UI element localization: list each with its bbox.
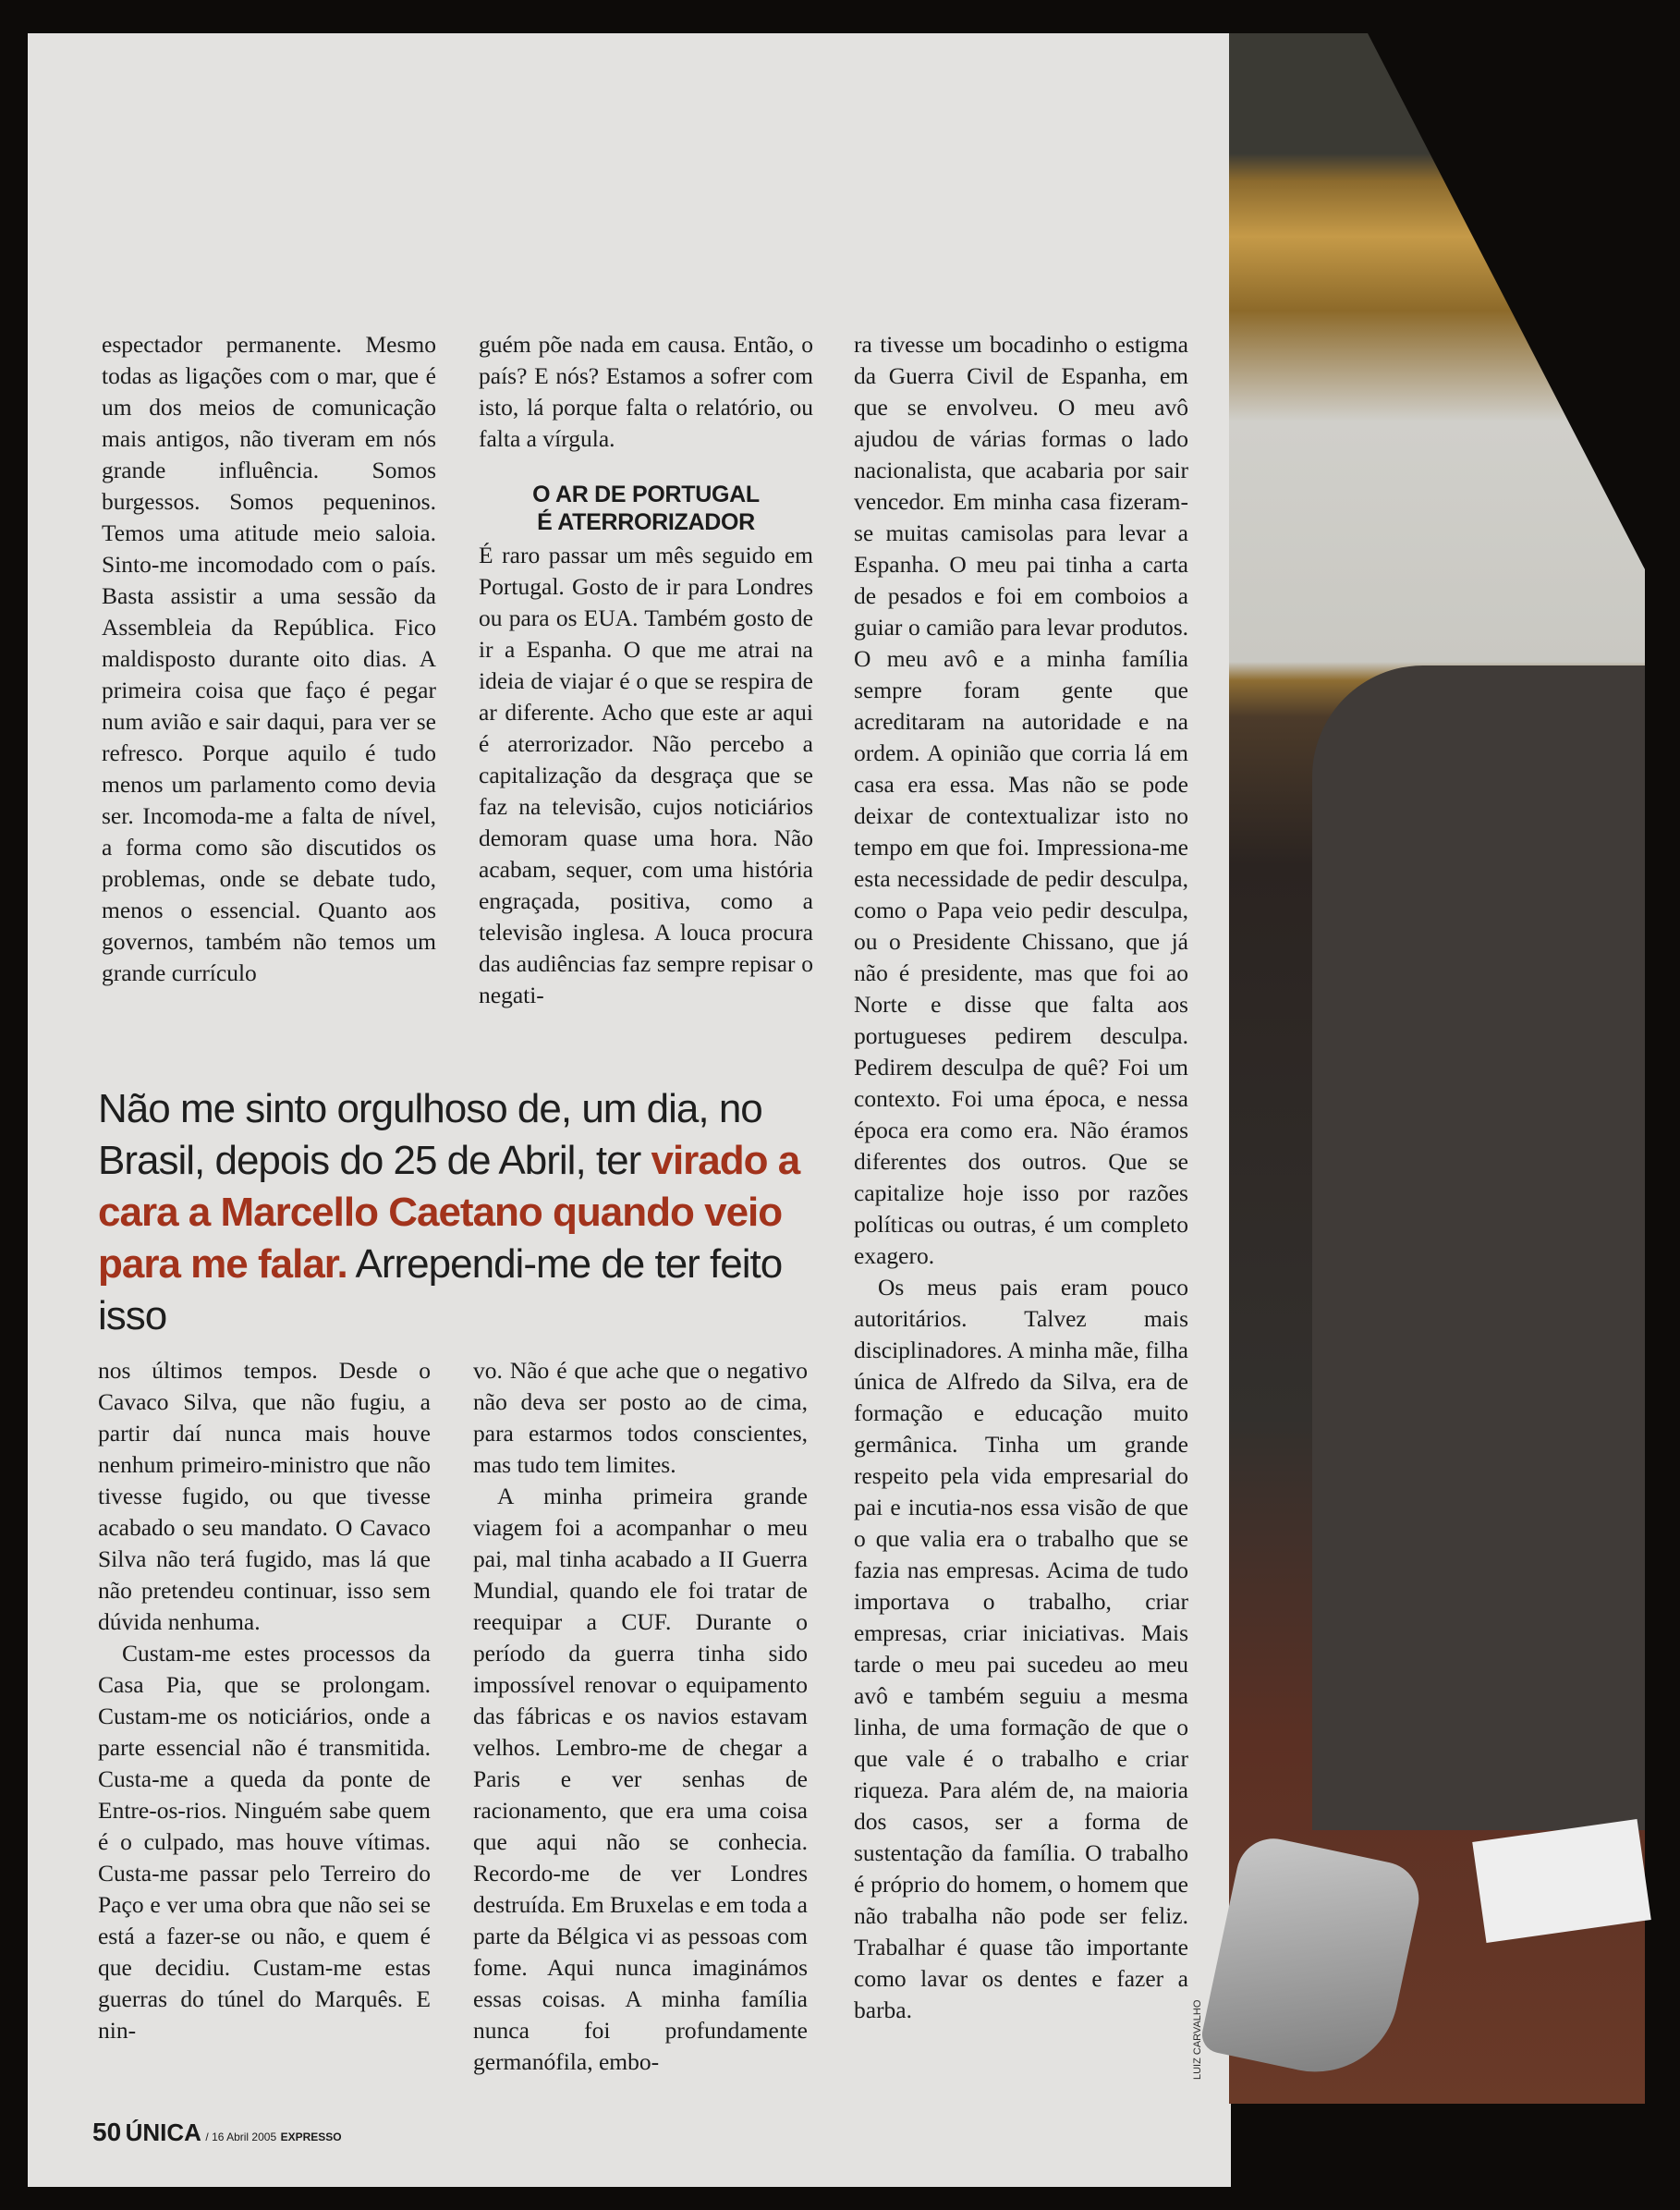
article-column-5 — [473, 1355, 808, 2078]
pull-quote — [98, 1083, 837, 1342]
photo-credit: LUIZ CARVALHO — [1192, 1999, 1203, 2080]
quote-text: Não me sinto orgulhoso de, um dia, no Brasil, depois do 25 de Abril, ter — [98, 1086, 762, 1183]
subhead-line: É ATERRORIZADOR — [537, 509, 755, 535]
paragraph: nos últimos tempos. Desde o Cavaco Silva, que não fugiu, a partir daí nunca mais houve nenhum primeiro-ministro que não tivesse fugido, ou que tivesse acabado o seu mandato. O Cavaco Silva não terá fugido, mas lá que não pretendeu continuar, isso sem dúvida nenhuma. — [98, 1357, 431, 1635]
subhead-line: O AR DE PORTUGAL — [532, 482, 760, 507]
quote-highlight: virado a cara a Marcello Caetano quando veio para me falar. — [98, 1138, 800, 1287]
section-subhead — [479, 481, 813, 536]
article-column-2 — [479, 329, 813, 1011]
paragraph: ra tivesse um bocadinho o estigma da Guerra Civil de Espanha, em que se envolveu. O meu avô ajudou de várias formas o lado nacionalista, que acabaria por sair vencedor. Em minha casa fizeram-se muitas camisolas para levar a Espanha. O meu pai tinha a carta de pesados e foi em comboios a guiar o camião para levar produtos. O meu avô e a minha família sempre foram gente que acreditaram na autoridade e na ordem. A opinião que corria lá em casa era essa. Mas não se pode deixar de contextualizar isto no tempo em que foi. Impressiona-me esta necessidade de pedir desculpa, como o Papa veio pedir desculpa, ou o Presidente Chissano, que já não é presidente, mas que foi ao Norte e disse que falta aos portugueses pedirem desculpa. Pedirem desculpa de quê? Foi um contexto. Foi uma época, e nessa época era como era. Não éramos diferentes dos outros. Que se capitalize hoje isso por razões políticas ou outras, é um completo exagero. — [854, 331, 1188, 1269]
magazine-name: ÚNICA — [125, 2118, 201, 2146]
paragraph: Os meus pais eram pouco autoritários. Talvez mais disciplinadores. A minha mãe, filha única de Alfredo da Silva, era de formação e educação muito germânica. Tinha um grande respeito pela vida empresarial do pai e incutia-nos essa visão de que o que valia era o trabalho que se fazia nas empresas. Acima de tudo importava o trabalho, criar empresas, criar iniciativas. Mais tarde o meu pai sucedeu ao meu avô e também seguiu a mesma linha, de uma formação de que o que vale é o trabalho e criar riqueza. Para além de, na maioria dos casos, ser a forma de sustentação da família. O trabalho é próprio do homem, o homem que não trabalha não pode ser feliz. Trabalhar é quase tão importante como lavar os dentes e fazer a barba. — [854, 1274, 1188, 2023]
article-column-1 — [102, 329, 436, 989]
article-column-3 — [854, 329, 1188, 2026]
publication-name: EXPRESSO — [280, 2131, 342, 2143]
photo-suit — [1312, 665, 1645, 1830]
paragraph: É raro passar um mês seguido em Portugal. Gosto de ir para Londres ou para os EUA. Também gosto de ir a Espanha. O que me atrai na ideia de viajar é o que se respira de ar diferente. Acho que este ar aqui é aterrorizador. Não percebo a capitalização da desgraça que se faz na televisão, cujos noticiários demoram quase uma hora. Não acabam, sequer, com uma história engraçada, positiva, como a televisão inglesa. A louca procura das audiências faz sempre repisar o negati- — [479, 542, 813, 1008]
issue-date: / 16 Abril 2005 — [205, 2131, 277, 2143]
article-column-4 — [98, 1355, 431, 2046]
page-footer — [92, 2118, 342, 2147]
paragraph: espectador permanente. Mesmo todas as ligações com o mar, que é um dos meios de comunicação mais antigos, não tiveram em nós grande influência. Somos burgessos. Somos pequeninos. Temos uma atitude meio saloia. Sinto-me incomodado com o país. Basta assistir a uma sessão da Assembleia da República. Fico maldisposto durante oito dias. A primeira coisa que faço é pegar num avião e sair daqui, para ver se refresco. Porque aquilo é tudo menos um parlamento como devia ser. Incomoda-me a falta de nível, a forma como são discutidos os problemas, onde se debate tudo, menos o essencial. Quanto aos governos, também não temos um grande currículo — [102, 331, 436, 986]
paragraph: vo. Não é que ache que o negativo não deva ser posto ao de cima, para estarmos todos conscientes, mas tudo tem limites. — [473, 1357, 808, 1478]
page-number: 50 — [92, 2118, 122, 2146]
quote-text: Arrependi-me de ter feito isso — [98, 1241, 783, 1338]
paragraph: A minha primeira grande viagem foi a acompanhar o meu pai, mal tinha acabado a II Guerra Mundial, quando ele foi tratar de reequipar a CUF. Durante o período da guerra tinha sido impossível renovar o equipamento das fábricas e os navios estavam velhos. Lembro-me de chegar a Paris e ver senhas de racionamento, que era uma coisa que aqui não se conhecia. Recordo-me de ver Londres destruída. Em Bruxelas e em toda a parte da Bélgica vi as pessoas com fome. Aqui nunca imaginámos essas coisas. A minha família nunca foi profundamente germanófila, embo- — [473, 1483, 808, 2075]
paragraph: Custam-me estes processos da Casa Pia, que se prolongam. Custam-me os noticiários, onde a parte essencial não é transmitida. Custa-me a queda da ponte de Entre-os-rios. Ninguém sabe quem é o culpado, mas houve vítimas. Custa-me passar pelo Terreiro do Paço e ver uma obra que não sei se está a fazer-se ou não, e quem é que decidiu. Custam-me estas guerras do túnel do Marquês. E nin- — [98, 1640, 431, 2044]
paragraph: guém põe nada em causa. Então, o país? E nós? Estamos a sofrer com isto, lá porque falta o relatório, ou falta a vírgula. — [479, 331, 813, 452]
